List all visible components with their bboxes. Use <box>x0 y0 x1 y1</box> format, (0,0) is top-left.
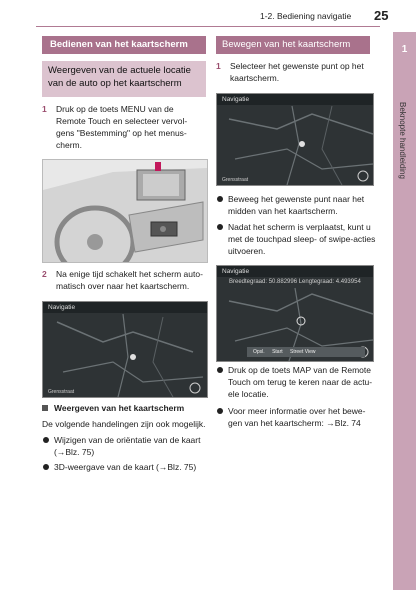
street-label: Grensstraat <box>222 177 249 183</box>
bullet-item <box>216 221 393 257</box>
chapter-number: 1 <box>401 44 408 55</box>
bullet-item <box>216 193 393 217</box>
step-number: 2 <box>42 269 47 279</box>
section-title-right: Bewegen van het kaartscherm <box>216 36 370 54</box>
coordinate-readout: Breedtegraad: 50.882996 Lengtegraad: 4.493954 <box>229 279 361 285</box>
step-text: cherm. <box>56 140 82 150</box>
bullet-text: uitvoeren. <box>228 246 266 256</box>
street-label: Grensstraat <box>48 389 75 395</box>
map-action-bar <box>247 347 365 357</box>
bullet-item <box>216 364 393 400</box>
chapter-tab <box>393 32 416 590</box>
map-screenshot-right-2 <box>216 265 374 362</box>
subsection-title-left <box>42 61 206 97</box>
map-screenshot-left <box>42 301 208 398</box>
nav-title-bar: Navigatie <box>43 302 207 313</box>
bullet-text: Nadat het scherm is verplaatst, kunt u <box>228 222 371 232</box>
step-1-left <box>42 103 206 151</box>
running-header: 1-2. Bediening navigatie <box>260 11 352 21</box>
step-text: Druk op de toets MENU van de <box>56 104 174 114</box>
map-screenshot-right-1 <box>216 93 374 186</box>
bullet-item: 3D-weergave van de kaart (→Blz. 75) <box>42 461 224 473</box>
step-text: Na enige tijd schakelt het scherm auto- <box>56 269 203 279</box>
step-2-left <box>42 268 206 292</box>
bullet-text: Beweeg het gewenste punt naar het <box>228 194 365 204</box>
step-number: 1 <box>42 104 47 114</box>
bullet-text: gen van het kaartscherm: →Blz. 74 <box>228 418 361 428</box>
bullet-text: Wijzigen van de oriëntatie van de kaart <box>54 435 201 445</box>
subsection-line: van de auto op het kaartscherm <box>48 78 182 89</box>
chapter-label: Beknopte handleiding <box>398 102 407 179</box>
nav-title-bar: Navigatie <box>217 94 373 105</box>
step-text: Remote Touch en selecteer vervol- <box>56 116 188 126</box>
step-text: matisch over naar het kaartscherm. <box>56 281 190 291</box>
bullet-text: Druk op de toets MAP van de Remote <box>228 365 372 375</box>
step-1-right <box>216 60 376 84</box>
page-number: 25 <box>374 8 389 23</box>
subheading-map-screen: Weergeven van het kaartscherm <box>42 402 218 414</box>
save-button[interactable]: Opsl. <box>253 349 265 355</box>
street-view-button[interactable]: Street View <box>290 349 316 355</box>
header-divider <box>36 26 380 27</box>
bullet-text: midden van het kaartscherm. <box>228 206 338 216</box>
step-text: Selecteer het gewenste punt op het <box>230 61 364 71</box>
step-number: 1 <box>216 61 221 71</box>
bullet-item <box>42 434 224 458</box>
car-interior-illustration <box>42 159 208 263</box>
bullet-text: Voor meer informatie over het bewe- <box>228 406 366 416</box>
step-text: kaartscherm. <box>230 73 280 83</box>
bullet-text: (→Blz. 75) <box>54 447 95 457</box>
bullet-item <box>216 405 393 429</box>
bullet-text: ele locatie. <box>228 389 269 399</box>
start-button[interactable]: Start <box>272 349 283 355</box>
subsection-line: Weergeven van de actuele locatie <box>48 65 191 76</box>
bullet-text: met de touchpad sleep- of swipe-acties <box>228 234 376 244</box>
intro-text: De volgende handelingen zijn ook mogelijk. <box>42 419 206 429</box>
section-title-left: Bedienen van het kaartscherm <box>42 36 206 54</box>
bullet-text: Touch om terug te keren naar de actu- <box>228 377 373 387</box>
step-text: gens "Bestemming" op het menus- <box>56 128 187 138</box>
nav-title-bar: Navigatie <box>217 266 373 277</box>
